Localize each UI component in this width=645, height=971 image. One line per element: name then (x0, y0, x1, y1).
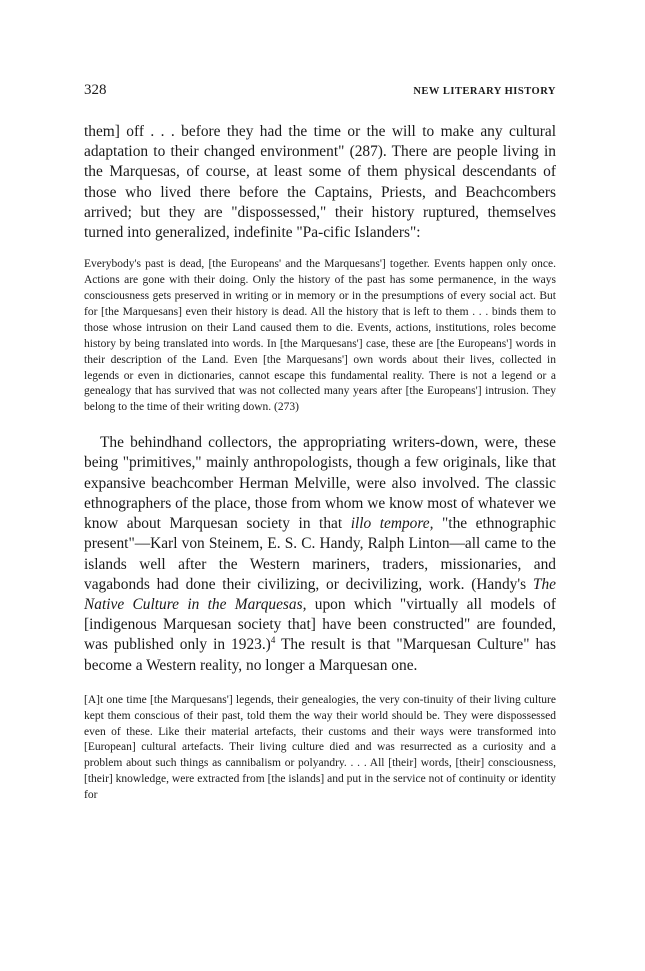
paragraph-collectors (84, 433, 556, 675)
block-quote-legends: [A]t one time [the Marquesans'] legends, their genealogies, the very con-tinuity of their living culture kept them conscious of their past, told them the way their world should be. They were dispossessed even of these. Like their material artefacts, their customs and their ways were transformed into [European] cultural artefacts. Their living culture died and was resurrected as a curiosity and a problem about such things as cannibalism or polyandry. . . . All [their] words, [their] consciousness, [their] knowledge, were extracted from [the islands] and put in the service not of continuity or identity for (84, 693, 556, 802)
paragraph-text-2: "the ethnographic present"—Karl von Steinem, E. S. C. Handy, Ralph Linton—all came to the islands well after the Western mariners, traders, missionaries, and vagabonds had done their civilizing, or decivilizing, work. (Handy's (84, 515, 556, 593)
italic-book-title: The Native Culture in the Marquesas, (84, 575, 556, 613)
journal-title: NEW LITERARY HISTORY (413, 86, 556, 97)
paragraph-text-1: The behindhand collectors, the appropriating writers-down, were, these being "primitives," mainly anthropologists, though a few originals, like that expansive beachcomber Herman Melville, were also involved. The classic ethnographers of the place, those from whom we know most of whatever we know about Marquesan society in that (84, 434, 556, 533)
paragraph-continuation: them] off . . . before they had the time or the will to make any cultural adaptation to their changed environment" (287). There are people living in the Marquesas, of course, at least some of them physical descendants of those who lived there before the Captains, Priests, and Beachcombers arrived; but they are "dispossessed," their history ruptured, themselves turned into generalized, indefinite "Pa-cific Islanders": (84, 123, 556, 242)
italic-illo-tempore: illo tempore, (350, 515, 434, 533)
paragraph-text-3: upon which "virtually all models of [indigenous Marquesan society that] have been constructed" are founded, was published only in 1923.) (84, 595, 556, 654)
paragraph-text-4: The result is that "Marquesan Culture" has become a Western reality, no longer a Marquesan one. (84, 636, 557, 674)
footnote-reference[interactable]: 4 (270, 635, 276, 646)
page-number: 328 (84, 82, 107, 98)
book-page (84, 82, 556, 804)
running-head (84, 82, 556, 102)
block-quote-dispossession: Everybody's past is dead, [the Europeans' and the Marquesans'] together. Events happen only once. Actions are gone with their doing. Only the history of the past has some permanence, in the ways consciousness gets preserved in writing or in memory or in the presumptions of every social act. But for [the Marquesans] even their history is dead. All the history that is left to them . . . binds them to those whose intrusion on their Land caused them to die. Events, actions, institutions, roles become history by being translated into words. In [the Marquesans'] case, these are [the Europeans'] words in their description of the Land. Even [the Marquesans'] own words about their lives, collected in legends or even in dictionaries, cannot escape this fundamental reality. There is not a legend or a genealogy that has survived that was not collected many years after [the Europeans'] intrusion. They belong to the time of their writing down. (273) (84, 258, 556, 414)
